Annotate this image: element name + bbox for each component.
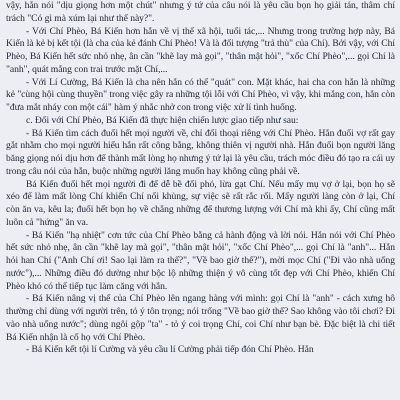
paragraph-7: - Bá Kiến nâng vị thế của Chí Phèo lên ngang hàng với mình: gọi Chí là "anh" - cách xưng hô thường chỉ dùng với người trên, tỏ ý tôn trọng; nói trống "Về bao giờ thế? Sao không vào tôi chơi? Đi vào nhà uống nước"; dùng ngôi gộp "ta" - tỏ ý coi trọng Chí, coi Chí như bạn bè. Đặc biệt là chi tiết Bá Kiến nhận là cố họ với Chí Phèo.: [6, 293, 395, 343]
paragraph-2: - Với Lí Cường, Bá Kiến là cha nên hắn có thể "quát" con. Mặt khác, hai cha con hắn là những kẻ "cùng hội cùng thuyền" trong việc gây ra những tội lỗi với Chí Phèo, vì vậy, khi mắng con, hắn còn "đưa mắt nháy con một cái" hàm ý nhắc nhở con trong việc xử lí tình huống.: [6, 76, 395, 113]
paragraph-6: - Bá Kiến "hạ nhiệt" cơn tức của Chí Phèo bằng cả hành động và lời nói. Hắn nói với Chí Phèo hết sức nhỏ nhẹ, ân cần "khẽ lay mà gọi", "thân mật hỏi", "xốc Chí Phèo",... gọi Chí là "anh"... Hắn hỏi han Chí ("Anh Chí ơi! Sao lại làm ra thế?", "Về bao giờ thế?"), mời mọc Chí ("Đi vào nhà uống nước"),... Những điều đó dường như bộc lộ những thiện ý vô cùng tốt đẹp với Chí Phèo, khiến Chí Phèo khó có thể tiếp tục làm căng với hắn.: [6, 229, 395, 292]
paragraph-5: Bá Kiến đuổi hết mọi người đi để dễ bề đối phó, lừa gạt Chí. Nếu mấy mụ vợ ở lại, bọn họ sẽ xéo để làm mất lòng Chí khiến Chí nổi khùng, sự việc sẽ rất rắc rối. Mấy người làng còn ở lại, Chí còn ăn va, kêu la; đuổi hết bọn họ về chẳng những để thương lượng với Chí mà khi ấy, Chí cũng mất luôn cả "hứng" ăn va.: [6, 178, 395, 228]
section-heading-c: c. Đối với Chí Phèo, Bá Kiến đã thực hiện chiến lược giao tiếp như sau:: [26, 114, 299, 126]
paragraph-8: - Bá Kiến kết tội lí Cường và yêu cầu lí Cường phải tiếp đón Chí Phèo. Hắn: [26, 344, 314, 356]
paragraph-1: - Với Chí Phèo, Bá Kiến hơn hẳn về vị thế xã hội, tuổi tác,... Nhưng trong trường hợp này, Bá Kiến là kẻ bị kết tội (là cha của kẻ đánh Chí Phèo! Và là đối tượng "trả thù" của Chí). Bởi vậy, với Chí Phèo, Bá Kiến hết sức nhỏ nhẹ, ân cần "khẽ lay mà gọi", "thân mật hỏi", "xốc Chí Phèo",... gọi Chí là "anh", quát mắng con trai trước mặt Chí,...: [6, 25, 395, 75]
paragraph-4: - Bá Kiến tìm cách đuổi hết mọi người về, chỉ đối thoại riêng với Chí Phèo. Hắn đuổi vợ rất gay gắt nhằm cho mọi người hiểu hắn rất công bằng, không thiên vị người nhà. Hắn đuổi bọn người lăng băng giọng nói dịu hơn để thành mất lòng họ nhưng ý tứ lại là yêu cầu, trách móc điều đó tạo ra cái uy trong câu nói của hắn, buộc những người lăng muốn hay không cũng phải về.: [6, 127, 395, 177]
paragraph-0: vậy, hắn nói "dịu giọng hơn một chút" nhưng ý tứ của câu nói là yêu cầu bọn họ giải tán, thâm chí trách "Có gì mà xúm lại như thế này?".: [6, 0, 395, 24]
